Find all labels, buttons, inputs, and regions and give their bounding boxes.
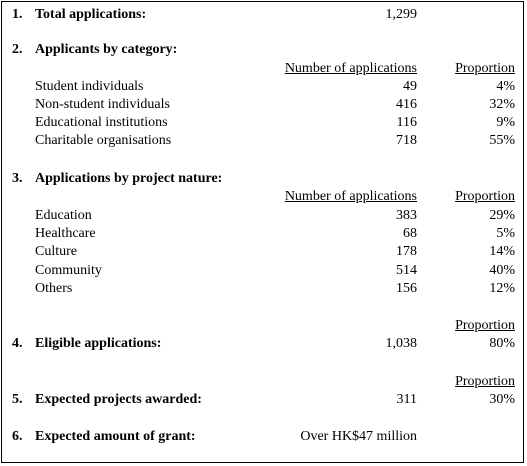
section-6-title: Expected amount of grant:: [35, 429, 196, 444]
section-2-count-header: Number of applications: [284, 61, 417, 76]
category-row-count: 49: [403, 79, 417, 94]
category-row-count: 718: [396, 133, 417, 148]
section-4-proportion-header: Proportion: [455, 318, 515, 333]
category-row-proportion: 55%: [489, 133, 515, 148]
category-row-label: Charitable organisations: [35, 133, 172, 148]
section-6-number: 6.: [12, 429, 23, 444]
category-row-label: Student individuals: [35, 79, 144, 94]
nature-row-label: Others: [35, 281, 73, 296]
nature-row-proportion: 40%: [489, 263, 515, 278]
section-2-number: 2.: [12, 42, 23, 57]
section-3-count-header: Number of applications: [284, 189, 417, 204]
nature-row-count: 383: [396, 208, 417, 223]
nature-row-proportion: 5%: [496, 226, 515, 241]
category-row-label: Educational institutions: [35, 115, 168, 130]
category-row-proportion: 32%: [489, 97, 515, 112]
section-1-number: 1.: [12, 7, 23, 22]
nature-row-proportion: 29%: [489, 208, 515, 223]
total-applications-value: 1,299: [385, 7, 417, 22]
section-3-title: Applications by project nature:: [35, 171, 223, 186]
section-2-proportion-header: Proportion: [455, 61, 515, 76]
category-row-label: Non-student individuals: [35, 97, 170, 112]
expected-grant-value: Over HK$47 million: [300, 429, 417, 444]
nature-row-label: Education: [35, 208, 92, 223]
category-row-proportion: 9%: [496, 115, 515, 130]
nature-row-count: 514: [396, 263, 417, 278]
section-3-proportion-header: Proportion: [455, 189, 515, 204]
section-5-number: 5.: [12, 392, 23, 407]
section-4-number: 4.: [12, 336, 23, 351]
nature-row-label: Community: [35, 263, 102, 278]
nature-row-count: 156: [396, 281, 417, 296]
expected-projects-proportion: 30%: [489, 392, 515, 407]
section-5-title: Expected projects awarded:: [35, 392, 202, 407]
nature-row-count: 68: [403, 226, 417, 241]
eligible-applications-proportion: 80%: [489, 336, 515, 351]
nature-row-count: 178: [396, 244, 417, 259]
nature-row-label: Culture: [35, 244, 77, 259]
section-1-title: Total applications:: [35, 7, 147, 22]
category-row-count: 116: [396, 115, 417, 130]
section-3-number: 3.: [12, 171, 23, 186]
expected-projects-value: 311: [396, 392, 417, 407]
eligible-applications-value: 1,038: [385, 336, 417, 351]
section-5-proportion-header: Proportion: [455, 374, 515, 389]
section-2-title: Applicants by category:: [35, 42, 178, 57]
category-row-count: 416: [396, 97, 417, 112]
statistics-table: [1, 1, 524, 463]
category-row-proportion: 4%: [496, 79, 515, 94]
section-4-title: Eligible applications:: [35, 336, 162, 351]
nature-row-proportion: 14%: [489, 244, 515, 259]
nature-row-proportion: 12%: [489, 281, 515, 296]
nature-row-label: Healthcare: [35, 226, 96, 241]
